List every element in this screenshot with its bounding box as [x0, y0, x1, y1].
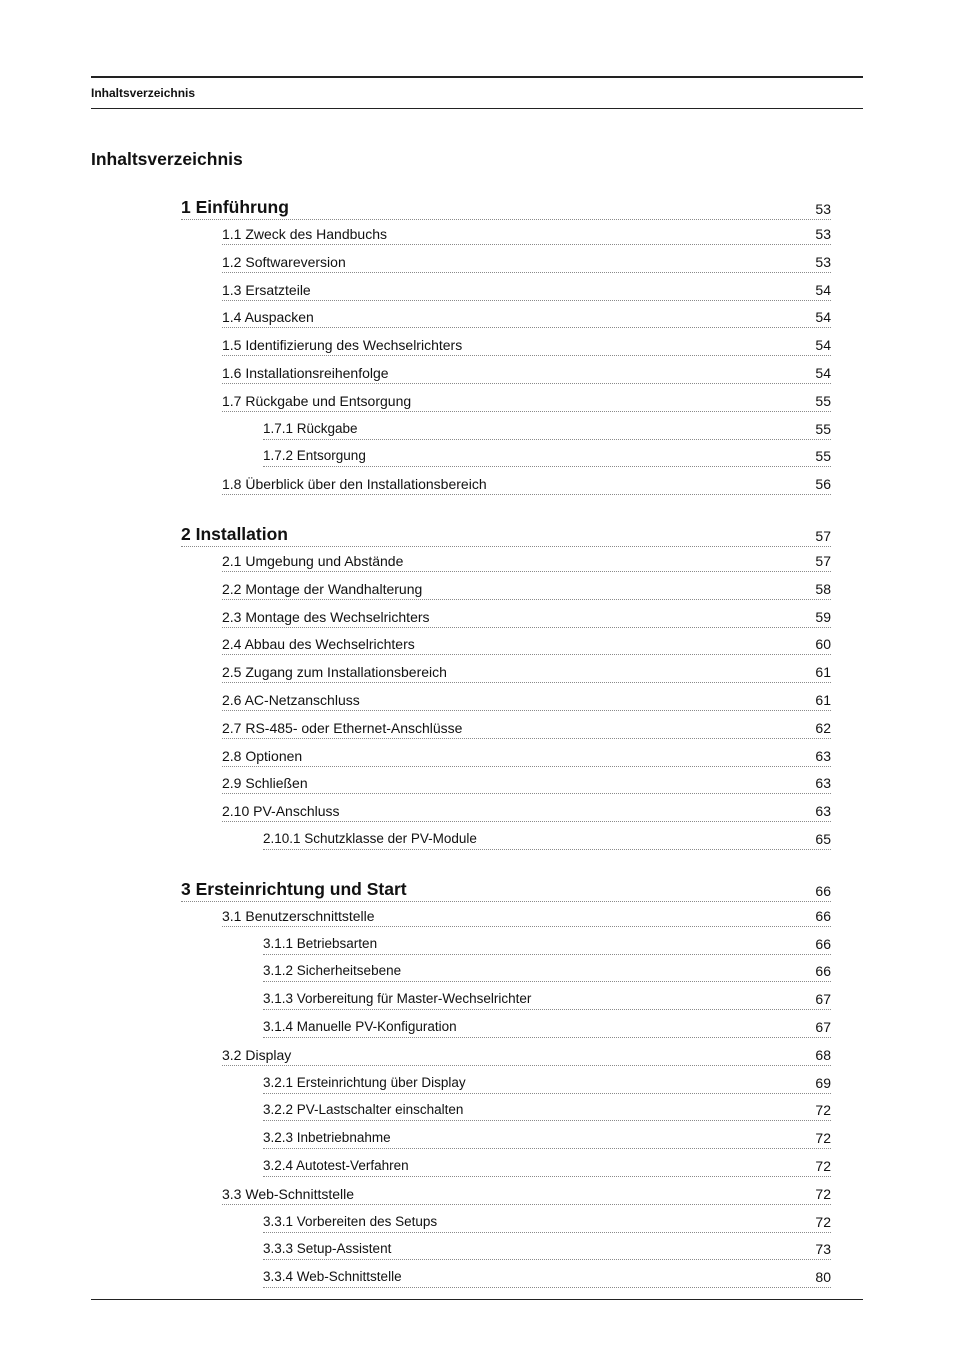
toc-entry-page: 63: [815, 775, 831, 792]
toc-section-entry[interactable]: [222, 392, 831, 412]
toc-section-entry[interactable]: [222, 608, 831, 628]
toc-subsection-entry[interactable]: [263, 935, 831, 955]
toc-entry-title: 3.3.4 Web-Schnittstelle: [263, 1269, 402, 1285]
toc-subsection-entry[interactable]: [263, 1074, 831, 1094]
toc-entry-title: 3.2.4 Autotest-Verfahren: [263, 1158, 409, 1173]
toc-entry-title: 2.6 AC-Netzanschluss: [222, 692, 360, 708]
toc-entry-title: 1.5 Identifizierung des Wechselrichters: [222, 337, 463, 354]
toc-entry-title: 3 Ersteinrichtung und Start: [181, 878, 407, 899]
toc-section-entry[interactable]: [222, 336, 831, 356]
toc-entry-title: 3.1 Benutzerschnittstelle: [222, 907, 375, 924]
toc-section-entry[interactable]: [222, 580, 831, 600]
toc-entry-title: 3.1.2 Sicherheitsebene: [263, 963, 402, 979]
toc-subsection-entry[interactable]: [263, 447, 831, 467]
toc-entry-page: 56: [815, 476, 831, 493]
toc-entry-page: 55: [815, 448, 831, 465]
toc-entry-page: 58: [815, 580, 831, 597]
toc-entry-title: 2.9 Schließen: [222, 775, 308, 792]
toc-subsection-entry[interactable]: [263, 990, 831, 1010]
toc-entry-title: 1.2 Softwareversion: [222, 253, 346, 270]
toc-entry-title: 2.4 Abbau des Wechselrichters: [222, 636, 415, 653]
toc-entry-title: 3.1.3 Vorbereitung für Master-Wechselrichter: [263, 991, 532, 1007]
footer-rule: [91, 1299, 863, 1300]
toc-entry-title: 1.8 Überblick über den Installationsbereich: [222, 476, 487, 493]
toc-section-entry[interactable]: [222, 907, 831, 927]
toc-entry-page: 65: [815, 831, 831, 847]
toc-entry-page: 66: [815, 882, 831, 899]
toc-entry-title: 3.1.4 Manuelle PV-Konfiguration: [263, 1019, 457, 1034]
running-header: Inhaltsverzeichnis: [91, 86, 196, 100]
toc-section-entry[interactable]: [222, 225, 831, 245]
toc-entry-page: 72: [815, 1102, 831, 1119]
toc-subsection-entry[interactable]: [263, 1157, 831, 1177]
toc-section-entry[interactable]: [222, 774, 831, 794]
toc-subsection-entry[interactable]: [263, 420, 831, 440]
toc-chapter-entry[interactable]: [181, 196, 831, 220]
toc-entry-page: 53: [815, 201, 831, 217]
toc-entry-page: 68: [815, 1046, 831, 1063]
toc-entry-title: 2.10 PV-Anschluss: [222, 803, 340, 820]
toc-entry-title: 1.7 Rückgabe und Entsorgung: [222, 392, 412, 409]
toc-section-entry[interactable]: [222, 747, 831, 767]
toc-entry-page: 67: [815, 991, 831, 1008]
toc-entry-title: 1.3 Ersatzteile: [222, 281, 311, 298]
toc-entry-page: 60: [815, 636, 831, 653]
toc-entry-title: 2.3 Montage des Wechselrichters: [222, 608, 430, 625]
toc-entry-title: 2.2 Montage der Wandhalterung: [222, 580, 423, 597]
toc-entry-title: 3.2.2 PV-Lastschalter einschalten: [263, 1102, 464, 1118]
toc-chapter-entry[interactable]: [181, 878, 831, 902]
toc-entry-page: 72: [815, 1185, 831, 1202]
toc-entry-page: 72: [815, 1213, 831, 1230]
toc-entry-title: 3.3.1 Vorbereiten des Setups: [263, 1213, 438, 1229]
toc-section-entry[interactable]: [222, 802, 831, 822]
toc-entry-page: 69: [815, 1074, 831, 1091]
toc-entry-page: 67: [815, 1019, 831, 1035]
toc-section-entry[interactable]: [222, 635, 831, 655]
toc-entry-title: 1.1 Zweck des Handbuchs: [222, 226, 387, 242]
toc-entry-page: 54: [815, 281, 831, 298]
toc-entry-title: 1.4 Auspacken: [222, 309, 314, 326]
toc-entry-title: 2.8 Optionen: [222, 747, 303, 764]
toc-entry-title: 3.2.1 Ersteinrichtung über Display: [263, 1074, 466, 1090]
toc-entry-title: 1.7.1 Rückgabe: [263, 420, 358, 436]
toc-subsection-entry[interactable]: [263, 1213, 831, 1233]
toc-entry-page: 61: [815, 664, 831, 681]
toc-subsection-entry[interactable]: [263, 1240, 831, 1260]
toc-entry-page: 54: [815, 365, 831, 381]
toc-entry-page: 59: [815, 608, 831, 625]
toc-subsection-entry[interactable]: [263, 1101, 831, 1121]
toc-entry-page: 55: [815, 420, 831, 437]
toc-entry-title: 3.3 Web-Schnittstelle: [222, 1185, 355, 1202]
toc-section-entry[interactable]: [222, 253, 831, 273]
toc-entry-title: 3.3.3 Setup-Assistent: [263, 1241, 392, 1257]
toc-entry-page: 62: [815, 719, 831, 736]
toc-entry-page: 53: [815, 253, 831, 270]
toc-entry-page: 66: [815, 907, 831, 924]
toc-section-entry[interactable]: [222, 281, 831, 301]
toc-entry-title: 2.10.1 Schutzklasse der PV-Module: [263, 831, 477, 846]
toc-entry-page: 80: [815, 1269, 831, 1286]
toc-entry-page: 54: [815, 337, 831, 354]
toc-section-entry[interactable]: [222, 691, 831, 711]
toc-section-entry[interactable]: [222, 1185, 831, 1205]
toc-subsection-entry[interactable]: [263, 1129, 831, 1149]
toc-entry-title: 2 Installation: [181, 524, 288, 544]
toc-entry-title: 2.7 RS-485- oder Ethernet-Anschlüsse: [222, 719, 463, 736]
toc-subsection-entry[interactable]: [263, 1018, 831, 1038]
toc-subsection-entry[interactable]: [263, 962, 831, 982]
toc-entry-page: 57: [815, 528, 831, 544]
toc-entry-title: 3.2 Display: [222, 1046, 292, 1063]
toc-entry-page: 66: [815, 963, 831, 980]
toc-entry-page: 55: [815, 392, 831, 409]
toc-entry-title: 2.1 Umgebung und Abstände: [222, 553, 404, 569]
toc-entry-page: 61: [815, 692, 831, 708]
toc-entry-page: 63: [815, 747, 831, 764]
toc-entry-page: 57: [815, 553, 831, 569]
toc-entry-page: 54: [815, 309, 831, 326]
toc-section-entry[interactable]: [222, 308, 831, 328]
toc-entry-title: 2.5 Zugang zum Installationsbereich: [222, 664, 447, 681]
toc-entry-title: 3.2.3 Inbetriebnahme: [263, 1130, 391, 1146]
toc-entry-page: 53: [815, 226, 831, 242]
toc-entry-page: 72: [815, 1158, 831, 1174]
toc-section-entry[interactable]: [222, 475, 831, 495]
toc-entry-page: 63: [815, 803, 831, 820]
toc-section-entry[interactable]: [222, 552, 831, 572]
toc-chapter-entry[interactable]: [181, 523, 831, 547]
toc-entry-page: 72: [815, 1130, 831, 1147]
toc-section-entry[interactable]: [222, 364, 831, 384]
toc-section-entry[interactable]: [222, 663, 831, 683]
toc-section-entry[interactable]: [222, 1046, 831, 1066]
page-title: Inhaltsverzeichnis: [91, 149, 243, 169]
toc-entry-title: 1.7.2 Entsorgung: [263, 448, 366, 464]
toc-entry-title: 3.1.1 Betriebsarten: [263, 935, 378, 951]
toc-entry-title: 1.6 Installationsreihenfolge: [222, 365, 389, 381]
toc-section-entry[interactable]: [222, 719, 831, 739]
toc-entry-page: 73: [815, 1241, 831, 1258]
toc-entry-title: 1 Einführung: [181, 197, 289, 217]
toc-subsection-entry[interactable]: [263, 1268, 831, 1288]
toc-subsection-entry[interactable]: [263, 830, 831, 850]
toc-entry-page: 66: [815, 935, 831, 952]
